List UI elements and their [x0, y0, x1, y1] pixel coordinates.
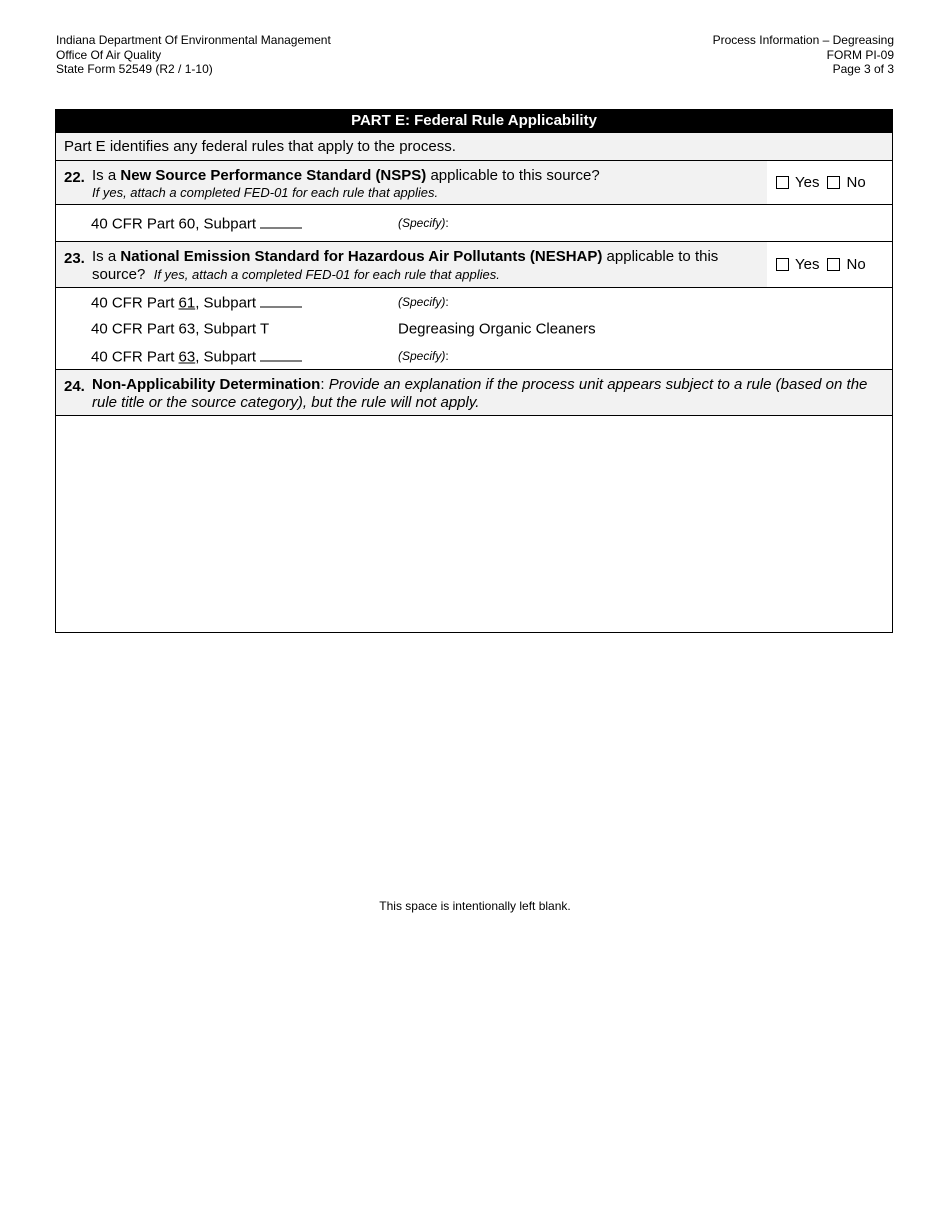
question-22-cfr-row	[56, 204, 892, 241]
question-23	[56, 242, 767, 287]
cfr-part-63-line	[56, 342, 892, 369]
cfr-part-63-specify-label: (Specify)	[398, 348, 446, 363]
header-form-block	[713, 33, 894, 77]
cfr-part-63-start: 40 CFR Part	[91, 348, 179, 365]
q23-no-checkbox[interactable]	[827, 258, 840, 271]
question-22-bold: New Source Performance Standard (NSPS)	[120, 167, 427, 184]
cfr-part-61-number: 61	[178, 294, 196, 311]
cfr-part-63-specify	[398, 349, 449, 363]
question-23-number: 23.	[64, 250, 85, 267]
question-22-text	[92, 167, 759, 185]
question-23-pre: Is a	[92, 248, 121, 265]
cfr-part-60-label	[91, 214, 302, 233]
question-23-line2: source?	[92, 266, 146, 283]
part-title: PART E: Federal Rule Applicability	[56, 110, 892, 132]
question-22-number: 22.	[64, 169, 85, 186]
q23-yes-checkbox[interactable]	[776, 258, 789, 271]
q23-no-label: No	[846, 256, 866, 273]
q22-yes-label: Yes	[795, 174, 820, 191]
cfr-part-60-line	[56, 205, 892, 241]
question-24-colon: :	[320, 376, 325, 393]
cfr-part-61-specify-label: (Specify)	[398, 294, 446, 309]
q22-no-label: No	[846, 174, 866, 191]
question-23-cfr-rows	[56, 287, 892, 369]
cfr-part-61-line	[56, 288, 892, 315]
question-23-row	[56, 241, 892, 287]
cfr-part-63-t-label: 40 CFR Part 63, Subpart T	[91, 320, 270, 337]
cfr-part-60-subpart-field[interactable]	[260, 214, 302, 229]
question-24-text	[92, 376, 884, 412]
question-22-answers	[767, 161, 892, 204]
cfr-part-63-specify-colon: :	[445, 348, 449, 363]
intentionally-blank-note: This space is intentionally left blank.	[379, 899, 571, 913]
header-page-number: Page 3 of 3	[832, 62, 894, 76]
cfr-part-63-t-value[interactable]: Degreasing Organic Cleaners	[398, 320, 596, 337]
header-form-id: FORM PI-09	[826, 47, 894, 62]
header-agency-block	[56, 33, 331, 77]
cfr-part-63-subpart-field[interactable]	[260, 346, 302, 361]
cfr-part-61-subpart-field[interactable]	[260, 292, 302, 307]
cfr-part-63-number: 63	[178, 348, 196, 365]
question-22-note: If yes, attach a completed FED-01 for each rule that applies.	[92, 185, 439, 200]
cfr-part-61-specify	[398, 295, 449, 309]
question-22-post: applicable to this source?	[426, 167, 600, 184]
cfr-part-60-specify	[398, 216, 449, 230]
cfr-part-60-specify-colon: :	[445, 216, 449, 230]
cfr-part-61-specify-colon: :	[445, 294, 449, 309]
cfr-part-63-t-line	[56, 315, 892, 342]
q22-no-checkbox[interactable]	[827, 176, 840, 189]
question-23-note: If yes, attach a completed FED-01 for each rule that applies.	[153, 267, 500, 282]
question-22-pre: Is a	[92, 167, 121, 184]
q22-yes-checkbox[interactable]	[776, 176, 789, 189]
part-e-form	[55, 109, 893, 633]
question-23-text	[92, 248, 759, 284]
question-23-post: applicable to this	[602, 248, 719, 265]
header-form-title: Process Information – Degreasing	[712, 33, 894, 47]
question-23-bold: National Emission Standard for Hazardous Air Pollutants (NESHAP)	[120, 248, 603, 265]
cfr-part-63-label	[91, 346, 302, 365]
question-22	[56, 161, 767, 204]
cfr-part-61-end: , Subpart	[195, 294, 257, 311]
cfr-part-61-start: 40 CFR Part	[91, 294, 179, 311]
question-22-row	[56, 160, 892, 204]
question-23-answers	[767, 242, 892, 287]
question-24	[56, 369, 892, 415]
cfr-part-60-text: 40 CFR Part 60, Subpart	[91, 215, 257, 233]
header-state-form: State Form 52549 (R2 / 1-10)	[56, 62, 213, 76]
question-24-bold: Non-Applicability Determination	[92, 376, 321, 393]
header-office: Office Of Air Quality	[56, 47, 162, 62]
question-24-italic: Provide an explanation if the process unit appears subject to a rule (based on the rule title or the source category), but the rule will not apply.	[92, 376, 868, 411]
non-applicability-explanation-field[interactable]	[56, 415, 892, 632]
q23-yes-label: Yes	[795, 256, 820, 273]
part-intro: Part E identifies any federal rules that apply to the process.	[56, 132, 892, 160]
header-agency: Indiana Department Of Environmental Management	[56, 33, 331, 47]
cfr-part-63-end: , Subpart	[195, 348, 257, 365]
cfr-part-61-label	[91, 292, 302, 311]
question-24-number: 24.	[64, 378, 85, 395]
cfr-part-60-specify-label: (Specify)	[398, 216, 446, 230]
